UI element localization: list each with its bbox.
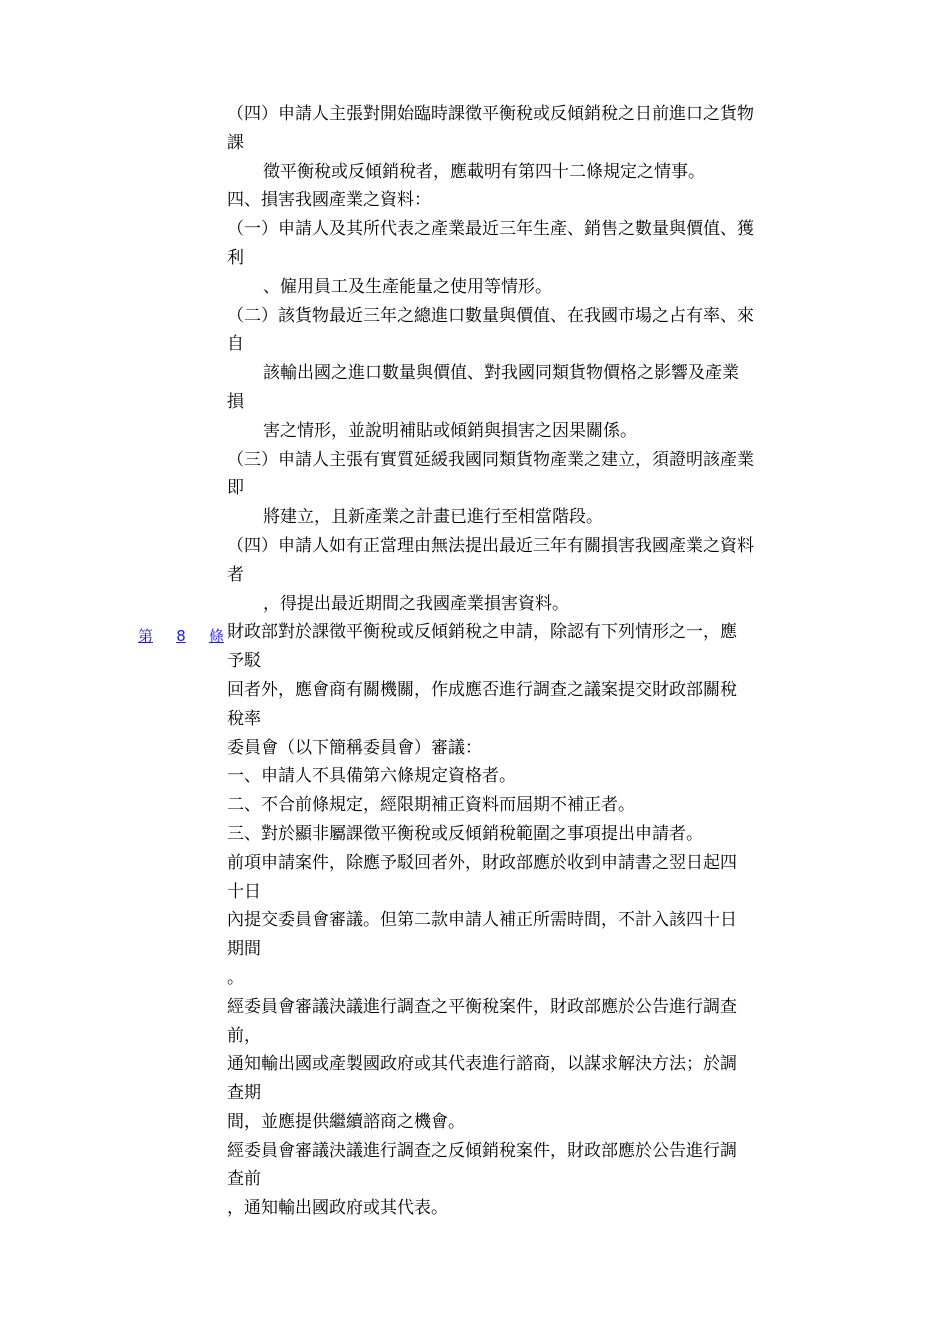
article-label-number: 8 <box>176 627 186 645</box>
text-line: 損 <box>227 391 244 412</box>
text-line: 、僱用員工及生產能量之使用等情形。 <box>263 276 552 297</box>
text-line: 通知輸出國或產製國政府或其代表進行諮商，以謀求解決方法；於調 <box>227 1054 737 1075</box>
text-line: 將建立，且新產業之計畫已進行至相當階段。 <box>263 507 603 528</box>
text-line: 回者外，應會商有關機關，作成應否進行調查之議案提交財政部關稅 <box>227 679 737 700</box>
text-line: 者 <box>227 564 244 585</box>
text-line: 三、對於顯非屬課徵平衡稅或反傾銷稅範圍之事項提出申請者。 <box>227 823 703 844</box>
article-label-suffix: 條 <box>208 627 224 645</box>
text-line: 前， <box>227 1025 261 1046</box>
text-line: 自 <box>227 334 244 355</box>
text-line: 。 <box>227 967 244 988</box>
text-line: 利 <box>227 247 244 268</box>
text-line: 查期 <box>227 1083 261 1104</box>
text-line: 內提交委員會審議。但第二款申請人補正所需時間，不計入該四十日 <box>227 910 737 931</box>
text-line: 四、損害我國產業之資料： <box>227 190 431 211</box>
text-line: 經委員會審議決議進行調查之反傾銷稅案件，財政部應於公告進行調 <box>227 1140 737 1161</box>
text-line: （三）申請人主張有實質延緩我國同類貨物產業之建立，須證明該產業 <box>227 449 754 470</box>
text-line: 徵平衡稅或反傾銷稅者，應載明有第四十二條規定之情事。 <box>263 161 705 182</box>
article-8-link[interactable] <box>138 622 224 651</box>
text-line: （四）申請人主張對開始臨時課徵平衡稅或反傾銷稅之日前進口之貨物 <box>227 104 754 124</box>
text-line: 間，並應提供繼續諮商之機會。 <box>227 1111 465 1132</box>
text-line: （二）該貨物最近三年之總進口數量與價值、在我國市場之占有率、來 <box>227 305 754 326</box>
text-line: 委員會（以下簡稱委員會）審議： <box>227 737 482 758</box>
text-line: 該輸出國之進口數量與價值、對我國同類貨物價格之影響及產業 <box>263 363 739 384</box>
text-line: 查前 <box>227 1169 261 1190</box>
text-line: 經委員會審議決議進行調查之平衡稅案件，財政部應於公告進行調查 <box>227 996 737 1017</box>
text-line: 期間 <box>227 939 261 960</box>
text-line: （一）申請人及其所代表之產業最近三年生產、銷售之數量與價值、獲 <box>227 219 754 240</box>
article-label-prefix: 第 <box>138 627 154 645</box>
text-line: 稅率 <box>227 708 261 729</box>
text-line: 害之情形，並說明補貼或傾銷與損害之因果關係。 <box>263 420 637 441</box>
text-line: （四）申請人如有正當理由無法提出最近三年有關損害我國產業之資料 <box>227 535 754 556</box>
text-line: 課 <box>227 132 244 153</box>
text-line: 財政部對於課徵平衡稅或反傾銷稅之申請，除認有下列情形之一，應 <box>227 622 737 643</box>
text-line: 予駁 <box>227 651 261 672</box>
text-line: ，得提出最近期間之我國產業損害資料。 <box>263 593 569 614</box>
text-line: 二、不合前條規定，經限期補正資料而屆期不補正者。 <box>227 795 635 816</box>
body-text <box>227 100 817 1223</box>
text-line: 前項申請案件，除應予駁回者外，財政部應於收到申請書之翌日起四 <box>227 852 737 873</box>
text-line: 十日 <box>227 881 261 902</box>
text-line: 一、申請人不具備第六條規定資格者。 <box>227 766 516 787</box>
text-line: ，通知輸出國政府或其代表。 <box>227 1198 448 1219</box>
text-line: 即 <box>227 478 244 499</box>
